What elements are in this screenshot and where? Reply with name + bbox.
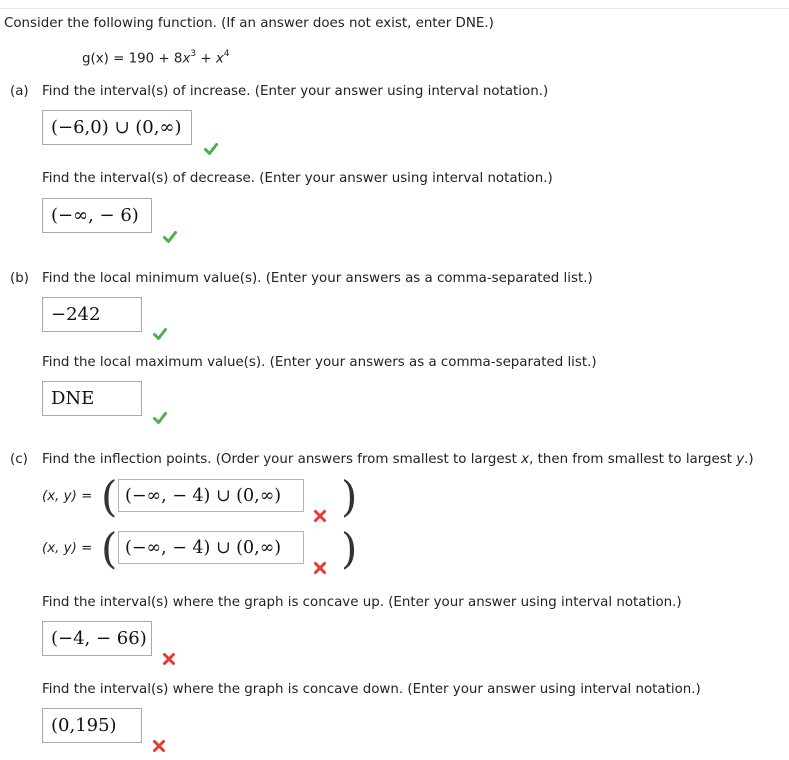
function-plus: + <box>196 51 216 67</box>
function-exp2: 4 <box>223 49 230 59</box>
function-lhs: g(x) <box>82 51 109 67</box>
check-icon <box>153 327 167 341</box>
local-max-answer-field[interactable]: DNE <box>42 381 142 416</box>
equals-sign: = <box>81 541 93 556</box>
check-icon <box>153 411 167 425</box>
part-c-concave-down-question: Find the interval(s) where the graph is concave down. (Enter your answer using interval notation.) <box>42 682 701 697</box>
xy-text: (x, y) <box>42 541 77 556</box>
q-text-2: , then from smallest to largest <box>529 452 737 467</box>
concave-down-answer-field[interactable]: (0,195) <box>42 708 142 743</box>
xy-label-1 <box>42 489 92 504</box>
check-icon <box>204 142 218 156</box>
decrease-answer-field[interactable]: (−∞, − 6) <box>42 198 152 233</box>
x-mark-icon <box>152 739 166 753</box>
open-paren: ( <box>101 472 118 521</box>
part-b-min-question: Find the local minimum value(s). (Enter your answers as a comma-separated list.) <box>42 271 593 286</box>
part-a-decrease-question: Find the interval(s) of decrease. (Enter your answer using interval notation.) <box>42 171 553 186</box>
function-definition <box>82 50 230 66</box>
function-var2: x <box>215 51 224 67</box>
part-a-label: (a) <box>10 84 29 99</box>
function-var1: x <box>182 51 191 67</box>
x-mark-icon <box>313 509 327 523</box>
check-icon <box>163 230 177 244</box>
x-mark-icon <box>162 652 176 666</box>
xy-label-2 <box>42 541 92 556</box>
q-var-x: x <box>521 452 530 467</box>
function-exp1: 3 <box>190 49 197 59</box>
part-b-label: (b) <box>10 271 29 286</box>
local-min-answer-field[interactable]: −242 <box>42 297 142 332</box>
part-b-max-question: Find the local maximum value(s). (Enter your answers as a comma-separated list.) <box>42 355 597 370</box>
part-c-label: (c) <box>10 452 28 467</box>
function-rhs: = 190 + 8 <box>113 51 183 67</box>
equals-sign: = <box>81 489 93 504</box>
inflection-point-1-field[interactable]: (−∞, − 4) ∪ (0,∞) <box>118 479 304 512</box>
open-paren: ( <box>101 524 118 573</box>
part-a-increase-question: Find the interval(s) of increase. (Enter your answer using interval notation.) <box>42 84 549 99</box>
q-text-3: .) <box>744 452 754 467</box>
increase-answer-field[interactable]: (−6,0) ∪ (0,∞) <box>42 110 192 145</box>
intro-text: Consider the following function. (If an answer does not exist, enter DNE.) <box>4 16 494 31</box>
close-paren: ) <box>341 524 358 573</box>
q-var-y: y <box>736 452 745 467</box>
part-c-concave-up-question: Find the interval(s) where the graph is concave up. (Enter your answer using interval notation.) <box>42 595 682 610</box>
x-mark-icon <box>313 561 327 575</box>
part-c-inflection-question <box>42 452 754 467</box>
concave-up-answer-field[interactable]: (−4, − 66) <box>42 621 152 656</box>
inflection-point-2-field[interactable]: (−∞, − 4) ∪ (0,∞) <box>118 531 304 564</box>
top-divider <box>0 8 789 9</box>
close-paren: ) <box>341 472 358 521</box>
q-text-1: Find the inflection points. (Order your answers from smallest to largest <box>42 452 522 467</box>
xy-text: (x, y) <box>42 489 77 504</box>
